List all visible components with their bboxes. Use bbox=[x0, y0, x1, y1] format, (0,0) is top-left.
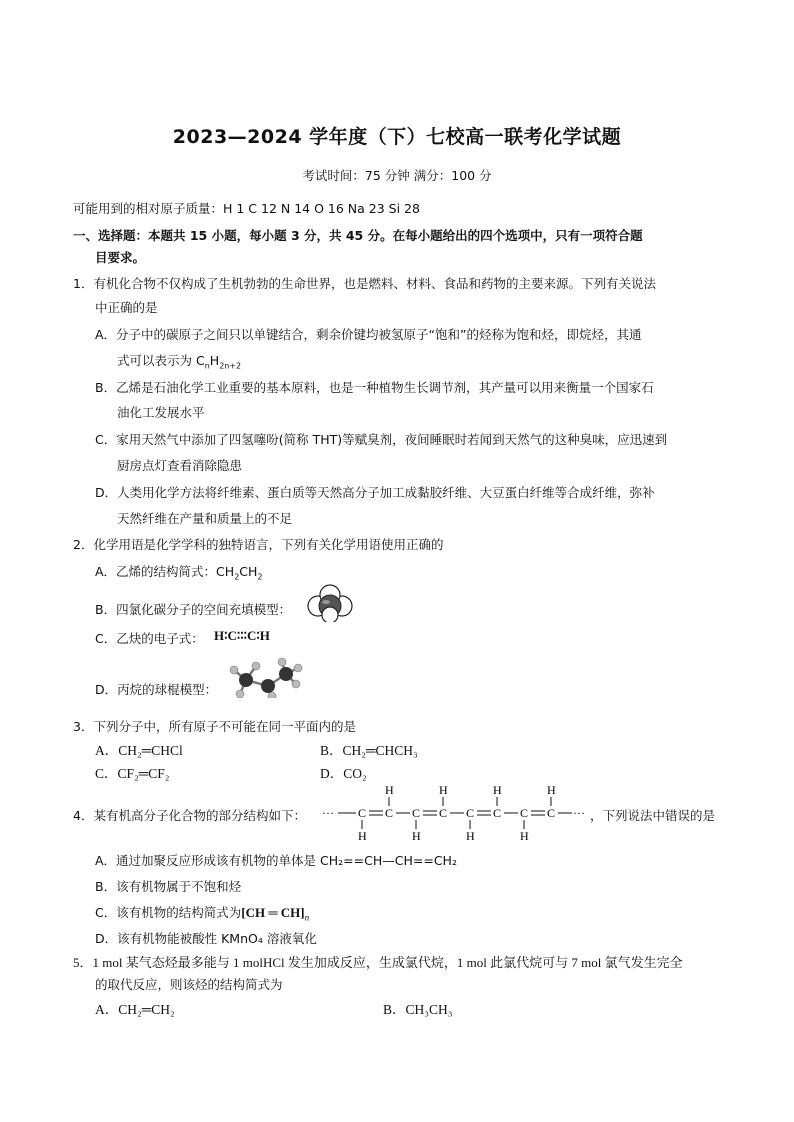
svg-text:C: C bbox=[493, 806, 502, 820]
q5-stem: 5．1 mol 某气态烃最多能与 1 molHCl 发生加成反应，生成氯代烷，1 mol 此氯代烷可与 7 mol 氯气发生完全 bbox=[73, 955, 683, 970]
q1-stem: 1．有机化合物不仅构成了生机勃勃的生命世界，也是燃料、材料、食品和药物的主要来源。下列有关说法 bbox=[73, 276, 656, 291]
q3-option-b: B．CH₂═CHCH₃ bbox=[320, 743, 418, 758]
section-heading: 一、选择题：本题共 15 小题，每小题 3 分，共 45 分。在每小题给出的四个选项中，只有一项符合题 bbox=[73, 228, 643, 243]
svg-text:H: H bbox=[547, 784, 556, 797]
q1-stem-cont: 中正确的是 bbox=[95, 300, 158, 315]
q3-option-a: A．CH₂═CHCl bbox=[95, 743, 183, 758]
q5-option-b: B．CH₃CH₃ bbox=[383, 1002, 453, 1017]
q4-option-a: A．通过加聚反应形成该有机物的单体是 CH₂==CH—CH==CH₂ bbox=[95, 853, 457, 868]
svg-text:H: H bbox=[466, 829, 475, 842]
svg-text:H: H bbox=[493, 784, 502, 797]
q1-option-b-cont: 油化工发展水平 bbox=[117, 405, 205, 420]
svg-text:C: C bbox=[466, 806, 475, 820]
section-heading-cont: 目要求。 bbox=[95, 250, 146, 265]
space-filling-model-icon bbox=[304, 582, 356, 622]
q1-option-d-cont: 天然纤维在产量和质量上的不足 bbox=[117, 511, 293, 526]
ball-and-stick-model-icon bbox=[226, 656, 306, 698]
q4-option-d: D．该有机物能被酸性 KMnO₄ 溶液氧化 bbox=[95, 931, 317, 946]
q3-option-c: C．CF₂═CF₂ bbox=[95, 766, 170, 781]
q5-stem-cont: 的取代反应，则该烃的结构简式为 bbox=[95, 977, 283, 992]
q1-option-c: C．家用天然气中添加了四氢噻吩(简称 THT)等赋臭剂，夜间睡眠时若闻到天然气的这种臭味，应迅速到 bbox=[95, 432, 668, 447]
q4-option-b: B．该有机物属于不饱和烃 bbox=[95, 879, 242, 894]
svg-text:C: C bbox=[412, 806, 421, 820]
q1-option-a: A．分子中的碳原子之间只以单键结合，剩余价键均被氢原子“饱和”的烃称为饱和烃，即烷烃，其通 bbox=[95, 327, 642, 342]
page-title: 2023—2024 学年度（下）七校高一联考化学试题 bbox=[172, 126, 622, 148]
q4-stem-cont: ，下列说法中错误的是 bbox=[590, 808, 716, 823]
q4-option-c: C．该有机物的结构简式为[CH ═ $CH]_n$ bbox=[95, 905, 310, 923]
q1-option-b: B．乙烯是石油化学工业重要的基本原料，也是一种植物生长调节剂，其产量可以用来衡量一个国家石 bbox=[95, 380, 654, 395]
q3-stem: 3．下列分子中，所有原子不可能在同一平面内的是 bbox=[73, 719, 356, 734]
svg-text:H: H bbox=[385, 784, 394, 797]
svg-text:C: C bbox=[439, 806, 448, 820]
q5-option-a: A．CH₂═CH₂ bbox=[95, 1002, 175, 1017]
svg-text:C: C bbox=[385, 806, 394, 820]
svg-text:H: H bbox=[358, 829, 367, 842]
svg-text:···: ··· bbox=[322, 806, 334, 820]
q3-option-d: D．CO₂ bbox=[320, 766, 367, 781]
polymer-structure bbox=[322, 784, 590, 842]
svg-text:C: C bbox=[547, 806, 556, 820]
q2-option-d: D．丙烷的球棍模型： bbox=[95, 682, 218, 697]
svg-text:C: C bbox=[520, 806, 529, 820]
atomic-masses: 可能用到的相对原子质量：H 1 C 12 N 14 O 16 Na 23 Si 28 bbox=[73, 201, 420, 216]
q2-option-a: A．乙烯的结构简式：$CH_2CH_2$ bbox=[95, 564, 263, 582]
acetylene-electron-formula: H∶C∶∶∶C∶H bbox=[214, 628, 270, 643]
q1-option-c-cont: 厨房点灯查看消除隐患 bbox=[117, 458, 243, 473]
svg-text:···: ··· bbox=[573, 806, 585, 820]
q1-option-d: D．人类用化学方法将纤维素、蛋白质等天然高分子加工成黏胶纤维、大豆蛋白纤维等合成纤维，弥补 bbox=[95, 485, 655, 500]
q4-stem: 4．某有机高分子化合物的部分结构如下： bbox=[73, 808, 306, 823]
q1-option-a-cont: 式可以表示为 $C_nH_{2n+2}$ bbox=[117, 353, 242, 371]
exam-info: 考试时间：75 分钟 满分：100 分 bbox=[302, 168, 492, 183]
svg-text:H: H bbox=[520, 829, 529, 842]
svg-text:H: H bbox=[412, 829, 421, 842]
q2-option-b: B．四氯化碳分子的空间充填模型： bbox=[95, 602, 292, 617]
q2-stem: 2．化学用语是化学学科的独特语言，下列有关化学用语使用正确的 bbox=[73, 537, 444, 552]
svg-text:H: H bbox=[439, 784, 448, 797]
q2-option-c: C．乙炔的电子式： bbox=[95, 631, 204, 646]
svg-text:C: C bbox=[358, 806, 367, 820]
